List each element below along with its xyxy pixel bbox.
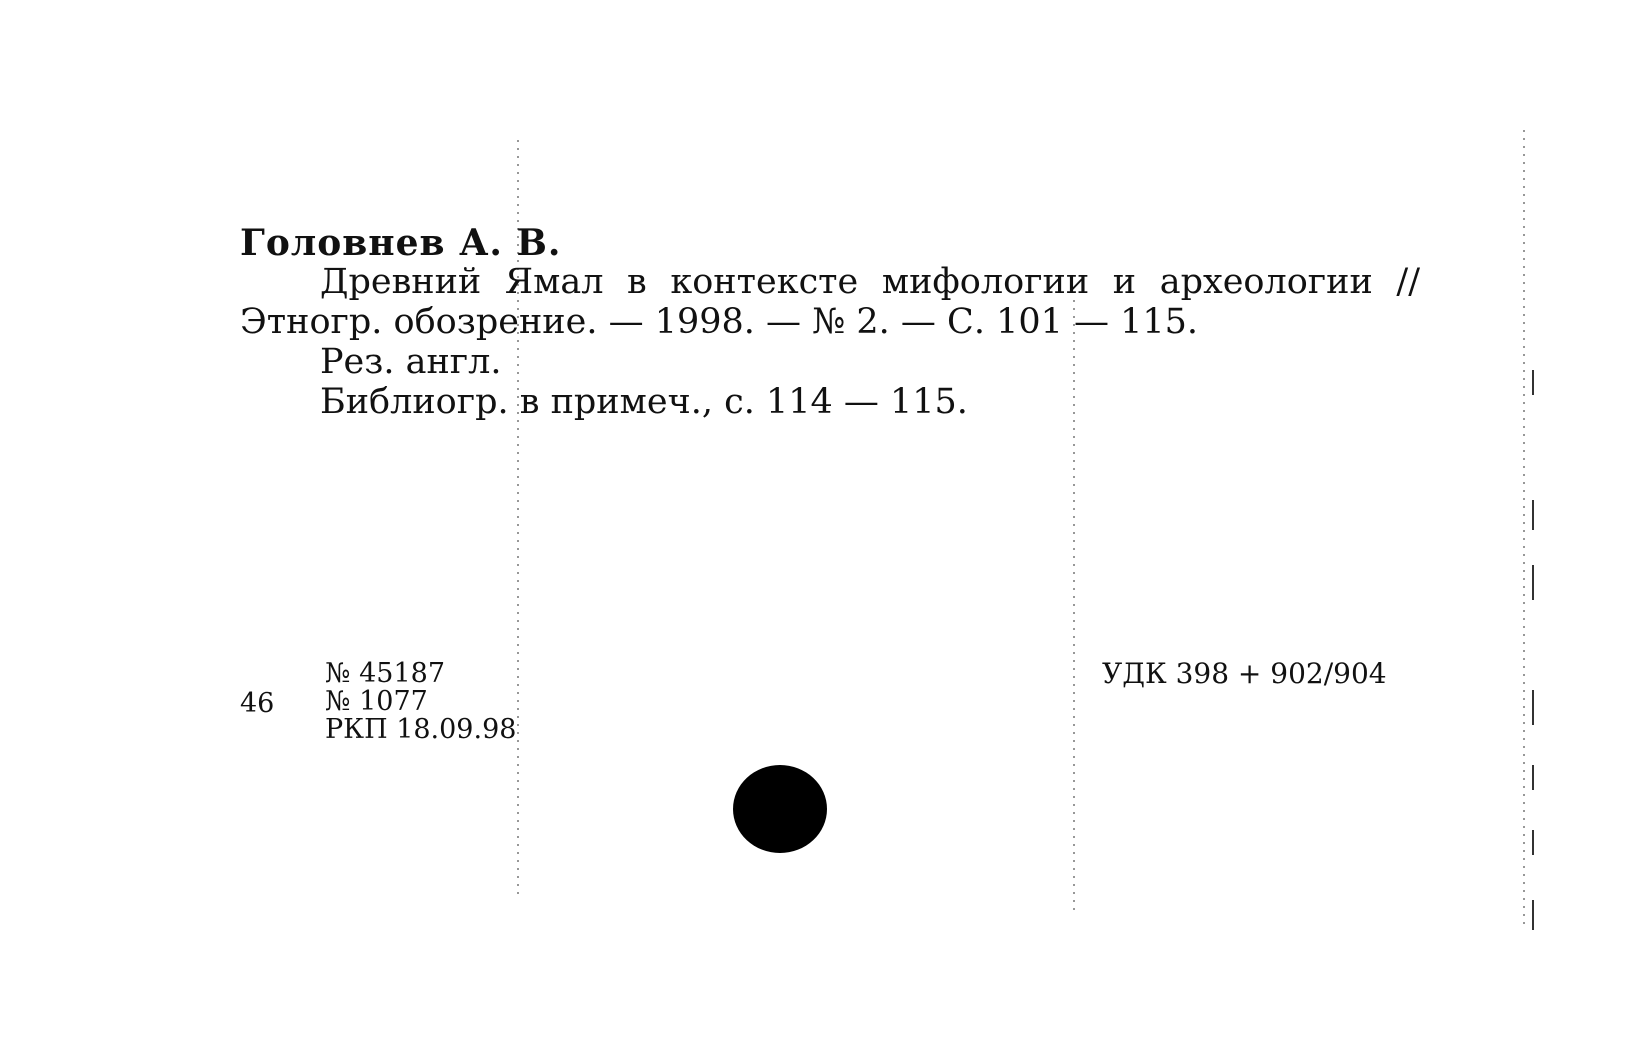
page-number: 46 [240, 688, 275, 719]
bibliographic-entry: Древний Ямал в контексте мифологии и археологии // Этногр. обозрение. — 1998. — № 2. — С. 101 — 115. [240, 262, 1420, 342]
registration-line: № 1077 [325, 686, 428, 717]
card-entry-block [240, 262, 1420, 422]
udk-code: УДК 398 + 902/904 [1102, 657, 1387, 690]
summary-note: Рез. англ. [320, 342, 502, 382]
punch-hole [733, 765, 827, 853]
card-author: Головнев А. В. [240, 222, 562, 264]
registration-block [325, 660, 516, 744]
registration-line: № 45187 [325, 658, 446, 689]
bibliography-note: Библиогр. в примеч., с. 114 — 115. [320, 382, 968, 422]
registration-line: РКП 18.09.98 [325, 714, 517, 745]
